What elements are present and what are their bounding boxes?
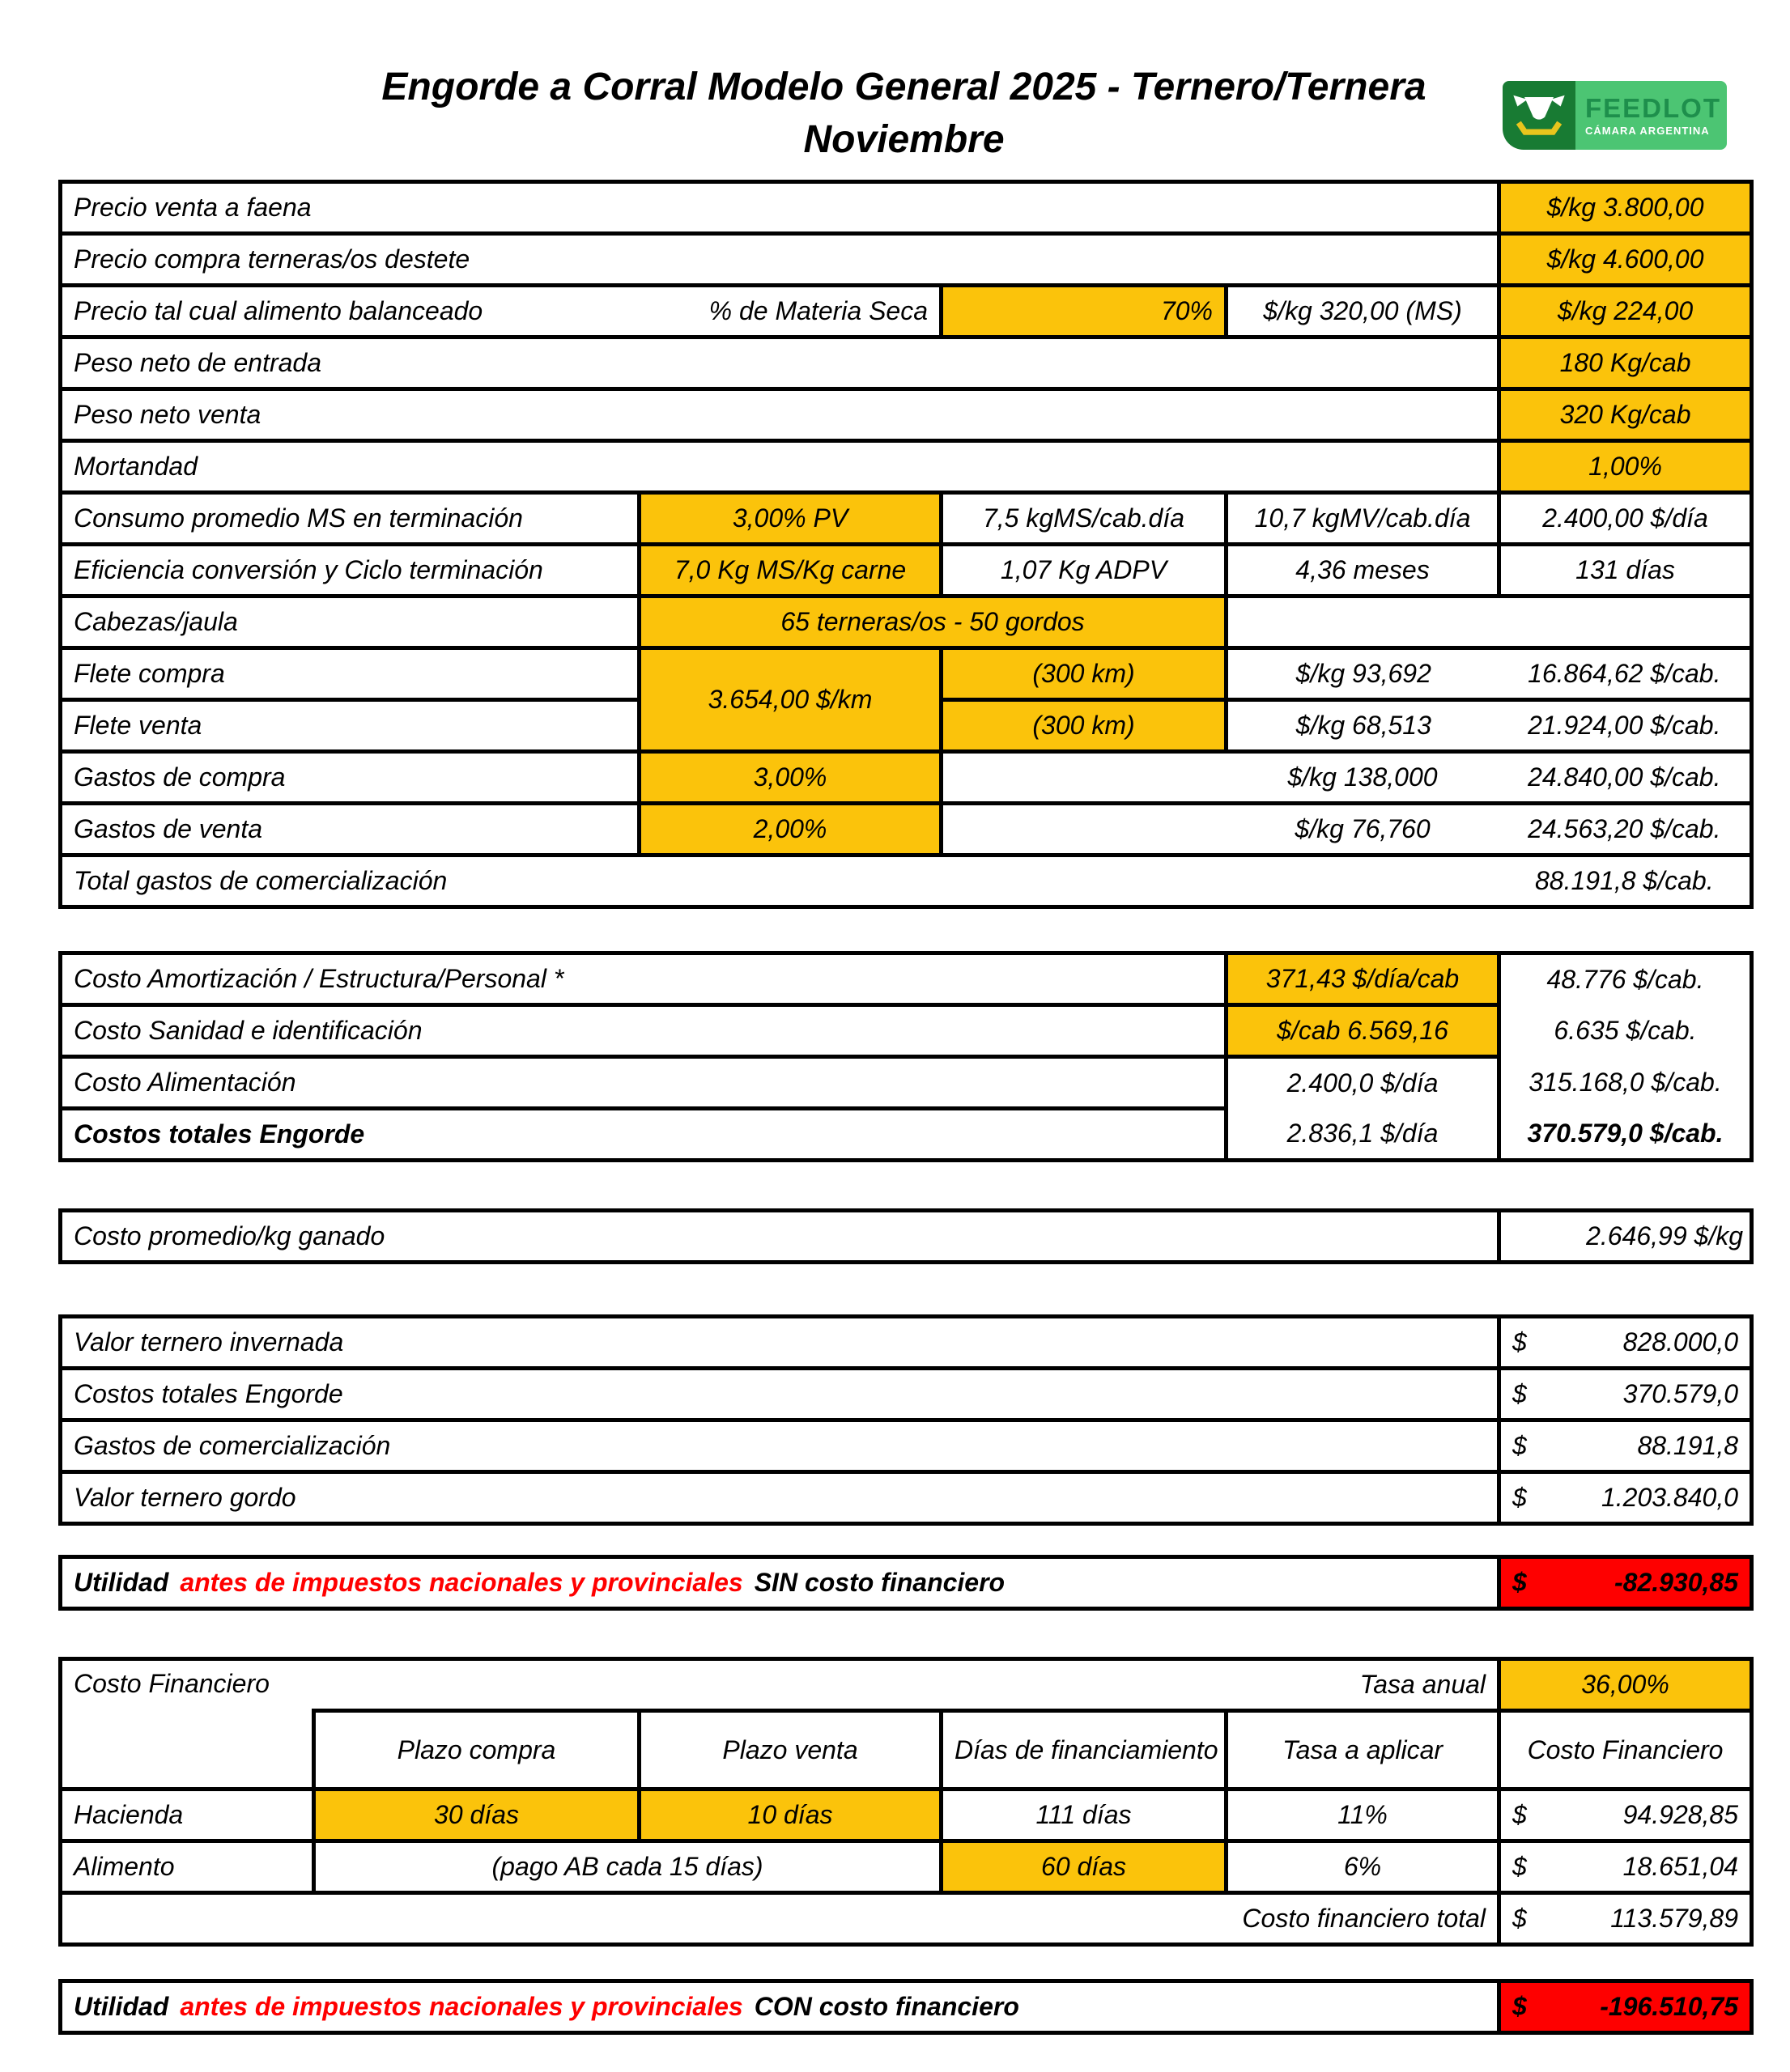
table-row [61,1790,1752,1841]
highlighted-value-cell: 2,00% [640,804,942,856]
row-label: Valor ternero gordo [61,1472,1499,1524]
table-row [61,648,1752,700]
row-label: Valor ternero invernada [61,1317,1499,1369]
amount: 88.191,8 [1637,1431,1738,1460]
table-row [61,597,1752,648]
currency-symbol: $ [1512,1483,1527,1512]
table-row [61,1981,1752,2033]
money-cell [1499,1841,1752,1893]
currency-symbol: $ [1512,1431,1527,1460]
highlighted-value-cell: 30 días [314,1790,640,1841]
utility-tax-note: antes de impuestos nacionales y provinciales [180,1568,743,1597]
title-line2: Noviembre [803,117,1005,161]
table-row [61,1472,1752,1524]
value-cell: 2.400,00 $/día [1499,493,1752,545]
amount: 1.203.840,0 [1601,1483,1738,1512]
column-header: Plazo venta [640,1711,942,1790]
value-cell: $/kg 76,760 [1227,804,1499,856]
cow-head-icon [1503,81,1575,150]
highlighted-value-cell: $/kg 4.600,00 [1499,234,1752,286]
value-cell: 2.646,99 $/kg [1499,1211,1752,1263]
currency-symbol: $ [1512,1852,1527,1881]
value-cell: 111 días [942,1790,1227,1841]
row-label: Flete venta [61,700,640,752]
highlighted-value-cell: (300 km) [942,648,1227,700]
column-header: Tasa a aplicar [1227,1711,1499,1790]
table-row [61,493,1752,545]
table-row [61,1557,1752,1609]
value-cell: 2.836,1 $/día [1227,1109,1499,1161]
value-cell: 6% [1227,1841,1499,1893]
column-header: Días de financiamiento [942,1711,1227,1790]
utility-before-financing-row [58,1555,1754,1611]
row-label: Hacienda [61,1790,314,1841]
value-cell: $/kg 138,000 [1227,752,1499,804]
feedlot-logo [1503,81,1727,150]
currency-symbol: $ [1512,1800,1527,1829]
row-label: Peso neto venta [61,389,1499,441]
total-label: Costo financiero total [61,1893,1499,1945]
row-label: Costo promedio/kg ganado [61,1211,1499,1263]
payment-terms-cell: (pago AB cada 15 días) [314,1841,942,1893]
highlighted-value-cell: $/kg 224,00 [1499,286,1752,338]
table-row [61,752,1752,804]
highlighted-value-cell: 3,00% PV [640,493,942,545]
highlighted-value-cell: 320 Kg/cab [1499,389,1752,441]
currency-symbol: $ [1512,1379,1527,1408]
highlighted-value-cell: 1,00% [1499,441,1752,493]
table-row [61,1659,1752,1711]
utility-word: Utilidad [74,1992,169,2021]
row-label: Costo Alimentación [61,1057,1227,1109]
value-cell: 24.840,00 $/cab. [1499,752,1752,804]
row-label: Gastos de comercialización [61,1420,1499,1472]
annual-rate-label: Tasa anual [314,1659,1499,1711]
utility-label [61,1981,1499,2033]
table-row [61,1057,1752,1109]
row-label: Total gastos de comercialización [61,856,1499,907]
row-label: Costo Amortización / Estructura/Personal * [61,953,1227,1005]
value-cell: 2.400,0 $/día [1227,1057,1499,1109]
highlighted-value-cell: 3.654,00 $/km [640,648,942,752]
row-label: Costos totales Engorde [61,1369,1499,1420]
value-cell: 10,7 kgMV/cab.día [1227,493,1499,545]
value-cell: 315.168,0 $/cab. [1499,1057,1752,1109]
table-row [61,234,1752,286]
value-cell: 16.864,62 $/cab. [1499,648,1752,700]
row-label: Precio tal cual alimento balanceado [74,296,483,325]
currency-symbol: $ [1512,1992,1527,2021]
table-header-row [61,1711,1752,1790]
highlighted-value-cell: 371,43 $/día/cab [1227,953,1499,1005]
sub-label: % de Materia Seca [708,296,928,325]
negative-result-cell [1499,1557,1752,1609]
amount: 370.579,0 [1622,1379,1738,1408]
row-label: Alimento [61,1841,314,1893]
section-label: Costo Financiero [61,1659,314,1790]
row-label: Gastos de compra [61,752,640,804]
currency-symbol: $ [1512,1904,1527,1933]
costs-table [58,951,1754,1162]
table-row [61,1369,1752,1420]
row-label: Peso neto de entrada [61,338,1499,389]
table-row [61,1109,1752,1161]
row-label: Gastos de venta [61,804,640,856]
table-row [61,1005,1752,1057]
financial-cost-table [58,1657,1754,1947]
logo-brand-text: FEEDLOT [1585,93,1721,123]
highlighted-value-cell: 10 días [640,1790,942,1841]
values-table [58,1314,1754,1526]
logo-tagline-text: CÁMARA ARGENTINA [1585,125,1710,137]
table-row [61,856,1752,907]
value-cell: 88.191,8 $/cab. [1499,856,1752,907]
highlighted-value-cell: 60 días [942,1841,1227,1893]
amount: 18.651,04 [1622,1852,1739,1881]
amount: 828.000,0 [1622,1327,1738,1357]
row-label: Costo Sanidad e identificación [61,1005,1227,1057]
utility-scope: CON costo financiero [754,1992,1019,2021]
table-row [61,441,1752,493]
header [58,0,1750,180]
column-header: Costo Financiero [1499,1711,1752,1790]
title-line1: Engorde a Corral Modelo General 2025 - Ternero/Ternera [381,66,1426,108]
table-row [61,286,1752,338]
amount: -196.510,75 [1600,1992,1738,2021]
value-cell: $/kg 320,00 (MS) [1227,286,1499,338]
money-cell [1499,1317,1752,1369]
table-row [61,1211,1752,1263]
highlighted-value-cell: 7,0 Kg MS/Kg carne [640,545,942,597]
utility-word: Utilidad [74,1568,169,1597]
highlighted-value-cell: 180 Kg/cab [1499,338,1752,389]
table-row [61,1317,1752,1369]
highlighted-value-cell: 65 terneras/os - 50 gordos [640,597,1227,648]
money-cell [1499,1893,1752,1945]
value-cell: 21.924,00 $/cab. [1499,700,1752,752]
row-label: Consumo promedio MS en terminación [61,493,640,545]
negative-result-cell [1499,1981,1752,2033]
value-cell: 48.776 $/cab. [1499,953,1752,1005]
money-cell [1499,1472,1752,1524]
value-cell: $/kg 68,513 [1227,700,1499,752]
row-label: Eficiencia conversión y Ciclo terminación [61,545,640,597]
highlighted-value-cell: $/cab 6.569,16 [1227,1005,1499,1057]
row-label-with-sub [61,286,942,338]
page-title [58,0,1750,167]
row-label: Precio venta a faena [61,182,1499,234]
value-cell: 11% [1227,1790,1499,1841]
column-header: Plazo compra [314,1711,640,1790]
empty-cell [1227,597,1752,648]
highlighted-value-cell: (300 km) [942,700,1227,752]
value-cell: 4,36 meses [1227,545,1499,597]
utility-after-financing-row [58,1979,1754,2035]
table-row [61,1893,1752,1945]
money-cell [1499,1369,1752,1420]
empty-cell [942,804,1227,856]
amount: -82.930,85 [1614,1568,1738,1597]
money-cell [1499,1420,1752,1472]
empty-cell [942,752,1227,804]
average-cost-table [58,1208,1754,1264]
row-label: Costos totales Engorde [61,1109,1227,1161]
table-row [61,953,1752,1005]
row-label: Precio compra terneras/os destete [61,234,1499,286]
value-cell: 7,5 kgMS/cab.día [942,493,1227,545]
table-row [61,182,1752,234]
table-row [61,1841,1752,1893]
utility-label [61,1557,1499,1609]
utility-tax-note: antes de impuestos nacionales y provinciales [180,1992,743,2021]
money-cell [1499,1790,1752,1841]
table-row [61,1420,1752,1472]
logo-wordmark [1575,81,1727,150]
highlighted-value-cell: 70% [942,286,1227,338]
row-label: Cabezas/jaula [61,597,640,648]
currency-symbol: $ [1512,1568,1527,1597]
highlighted-value-cell: $/kg 3.800,00 [1499,182,1752,234]
table-row [61,389,1752,441]
table-row [61,804,1752,856]
value-cell: 24.563,20 $/cab. [1499,804,1752,856]
highlighted-value-cell: 3,00% [640,752,942,804]
amount: 113.579,89 [1610,1904,1739,1933]
annual-rate-value: 36,00% [1499,1659,1752,1711]
table-row [61,545,1752,597]
row-label: Mortandad [61,441,1499,493]
value-cell: $/kg 93,692 [1227,648,1499,700]
value-cell: 6.635 $/cab. [1499,1005,1752,1057]
value-cell: 370.579,0 $/cab. [1499,1109,1752,1161]
table-row [61,338,1752,389]
value-cell: 131 días [1499,545,1752,597]
parameters-table [58,180,1754,909]
row-label: Flete compra [61,648,640,700]
amount: 94.928,85 [1622,1800,1739,1829]
value-cell: 1,07 Kg ADPV [942,545,1227,597]
utility-scope: SIN costo financiero [754,1568,1006,1597]
currency-symbol: $ [1512,1327,1527,1357]
